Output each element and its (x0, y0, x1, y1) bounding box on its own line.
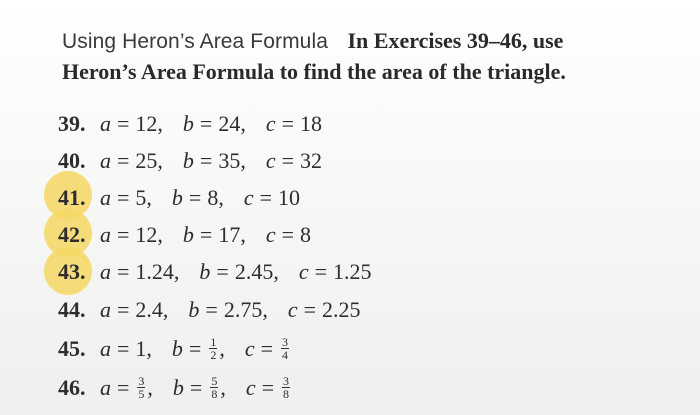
exercise-46: 46. a = $\frac{3}{5}$ , b = $\frac{5}{8}$ , c = $\frac{3}{8}$ (58, 370, 292, 406)
section-title: Using Heron’s Area Formula (62, 30, 328, 53)
side-b: 8 (207, 185, 219, 210)
side-a: 12 (135, 111, 158, 136)
side-c: 10 (278, 185, 301, 210)
side-c: 8 (300, 222, 312, 247)
side-a: 1 (135, 336, 147, 361)
exercise-number: 43. (58, 259, 86, 284)
side-b-fraction: $\frac{1}{2}$ (210, 335, 217, 363)
header-line-1 (62, 26, 682, 57)
side-c: 18 (300, 111, 323, 136)
side-b: 2.45 (234, 259, 274, 284)
exercise-43: 43. a = 1.24, b = 2.45, c = 1.25 (58, 254, 372, 290)
side-a: 25 (135, 148, 158, 173)
exercise-44: 44. a = 2.4, b = 2.75, c = 2.25 (58, 292, 361, 328)
side-b-fraction: $\frac{5}{8}$ (211, 374, 218, 402)
side-b: 17 (218, 222, 241, 247)
exercise-45: 45. a = 1, b = $\frac{1}{2}$ , c = $\frac{3}{4}$ (58, 331, 291, 367)
exercise-number: 41. (58, 185, 86, 210)
instruction-text-1: In Exercises 39–46, use (347, 28, 564, 53)
exercise-41: 41. a = 5, b = 8, c = 10 (58, 180, 300, 216)
exercise-42: 42. a = 12, b = 17, c = 8 (58, 217, 311, 253)
side-a: 5 (135, 185, 147, 210)
exercise-number: 46. (58, 375, 86, 400)
instruction-text-2: Heron’s Area Formula to find the area of the triangle. (62, 59, 566, 84)
side-a-fraction: $\frac{3}{5}$ (138, 374, 145, 402)
header-line-2 (62, 57, 682, 87)
exercise-number: 40. (58, 148, 86, 173)
side-c: 32 (300, 148, 323, 173)
side-a: 12 (135, 222, 158, 247)
side-c-fraction: $\frac{3}{8}$ (283, 374, 290, 402)
side-b: 24 (218, 111, 241, 136)
exercise-number: 39. (58, 111, 86, 136)
side-a: 2.4 (135, 297, 163, 322)
side-b: 2.75 (223, 297, 263, 322)
exercise-number: 45. (58, 336, 86, 361)
side-c-fraction: $\frac{3}{4}$ (282, 335, 289, 363)
exercise-number: 42. (58, 222, 86, 247)
side-c: 2.25 (322, 297, 361, 322)
exercise-40: 40. a = 25, b = 35, c = 32 (58, 143, 322, 179)
side-b: 35 (218, 148, 241, 173)
exercise-39: 39. a = 12, b = 24, c = 18 (58, 106, 322, 142)
exercise-number: 44. (58, 297, 86, 322)
side-c: 1.25 (333, 259, 372, 284)
exercise-header (62, 26, 682, 87)
side-a: 1.24 (135, 259, 174, 284)
